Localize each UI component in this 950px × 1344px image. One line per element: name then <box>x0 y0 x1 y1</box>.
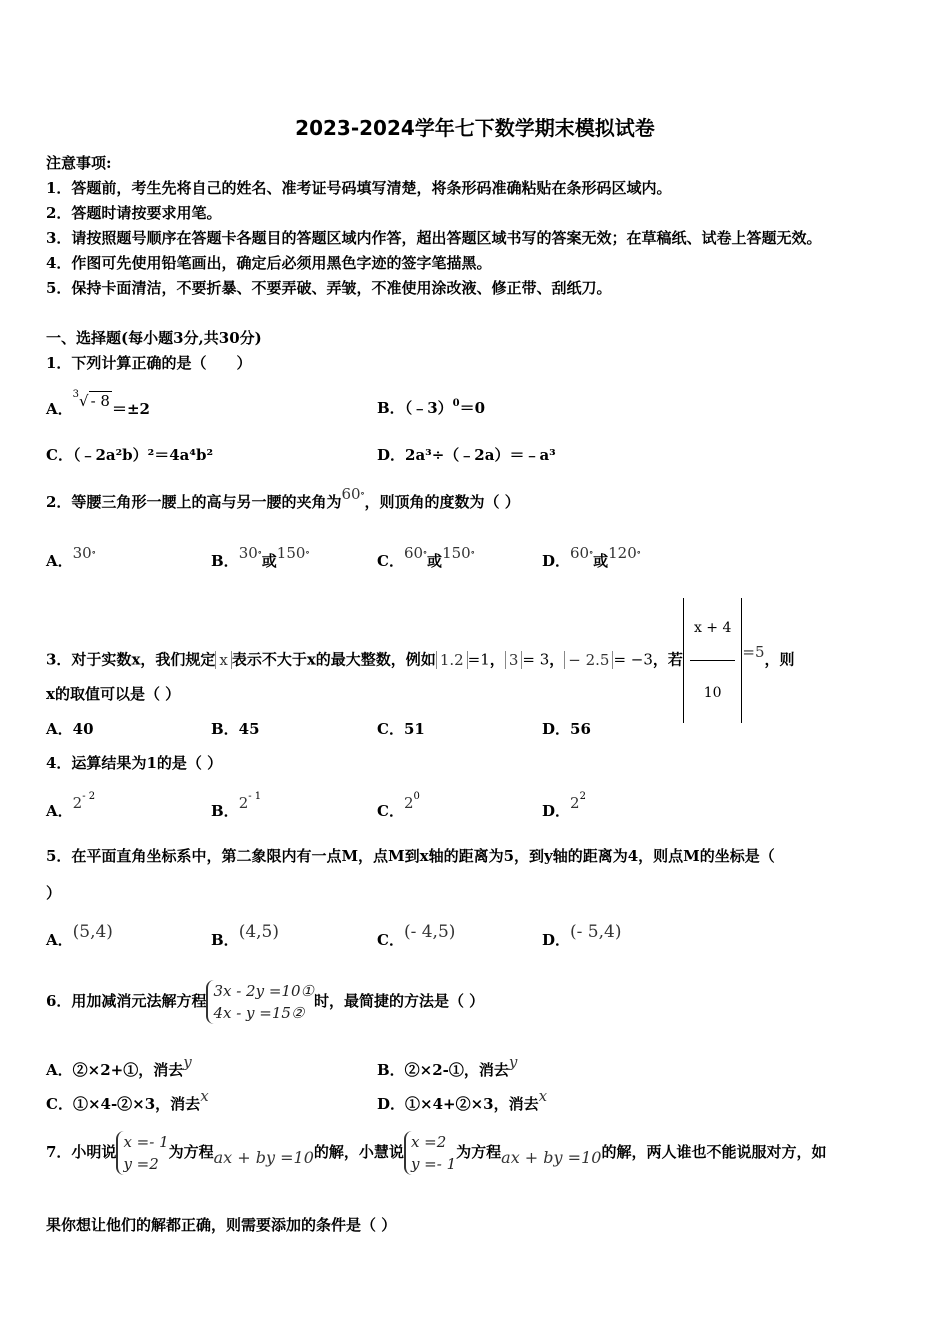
floor-fraction: $\frac{x + 4}{10}$ <box>683 598 742 723</box>
q3-stem: 3．对于实数x，我们规定 x 表示不大于x的最大整数，例如 1.2 =1， 3 = 3， − 2.5 = −3，若 $\frac{x + 4}{10}$ =5，则 <box>46 598 795 723</box>
notice-item-3: 3．请按照题号顺序在答题卡各题目的答题区域内作答，超出答题区域书写的答案无效；在草稿纸、试卷上答题无效。 <box>46 229 822 247</box>
q6-option-b: B．②×2-①，消去y <box>377 1053 518 1079</box>
q5-option-a: A．(5,4) <box>46 922 113 949</box>
q4-option-d: D．$2^2$ <box>542 791 586 820</box>
q4-option-a: A．$2^{- 2}$ <box>46 791 96 820</box>
notice-heading: 注意事项: <box>46 154 112 172</box>
q5-option-d: D．(- 5,4) <box>542 922 622 949</box>
q1-option-c: C．（﹣2a²b）²＝4a⁴b² <box>46 446 214 464</box>
q6-stem: 6．用加减消元法解方程 3x - 2y =10① 4x - y =15② 时，最简捷的方法是（ ） <box>46 982 485 1022</box>
q6-option-a: A．②×2+①，消去y <box>46 1053 192 1079</box>
radical-sign-icon: √ <box>79 392 89 410</box>
notice-item-5: 5．保持卡面清洁，不要折暴、不要弄破、弄皱，不准使用涂改液、修正带、刮纸刀。 <box>46 279 612 297</box>
q3-line2: x的取值可以是（ ） <box>46 685 181 703</box>
q5-option-c: C．(- 4,5) <box>377 922 456 949</box>
q5-line2: ） <box>46 884 62 902</box>
q1-option-b: B．（﹣3）$^0$＝0 <box>377 398 486 417</box>
q5-line1: 5．在平面直角坐标系中，第二象限内有一点M，点M到x轴的距离为5，到y轴的距离为4，则点M的坐标是（ <box>46 847 775 865</box>
q3-option-a: A．40 <box>46 720 94 738</box>
q2-option-d: D．60°或120° <box>542 544 641 570</box>
section-heading: 一、选择题(每小题3分,共30分) <box>46 329 262 347</box>
q1-option-d: D．2a³÷（﹣2a）＝﹣a³ <box>377 446 556 464</box>
page-title: 2023-2024学年七下数学期末模拟试卷 <box>295 116 655 140</box>
notice-item-2: 2．答题时请按要求用笔。 <box>46 204 222 222</box>
q5-option-b: B．(4,5) <box>211 922 279 949</box>
q2-option-c: C．60°或150° <box>377 544 475 570</box>
q1-stem: 1．下列计算正确的是（ ） <box>46 354 252 372</box>
equation-system: 3x - 2y =10① 4x - y =15② <box>206 980 314 1024</box>
q4-option-c: C．$2^0$ <box>377 791 420 820</box>
q3-option-d: D．56 <box>542 720 591 738</box>
solution-system-1: x =- 1 y =2 <box>116 1131 168 1175</box>
notice-item-1: 1．答题前，考生先将自己的姓名、准考证号码填写清楚，将条形码准确粘贴在条形码区域内。 <box>46 179 672 197</box>
solution-system-2: x =2 y =- 1 <box>404 1131 456 1175</box>
q7-line2: 果你想让他们的解都正确，则需要添加的条件是（ ） <box>46 1216 397 1234</box>
q2-option-b: B．30°或150° <box>211 544 310 570</box>
q2-stem: 2．等腰三角形一腰上的高与另一腰的夹角为60°，则顶角的度数为（ ） <box>46 485 520 511</box>
q6-option-c: C．①×4-②×3，消去x <box>46 1087 209 1113</box>
notice-item-4: 4．作图可先使用铅笔画出，确定后必须用黑色字迹的签字笔描黑。 <box>46 254 492 272</box>
q6-option-d: D．①×4+②×3，消去x <box>377 1087 548 1113</box>
q3-option-b: B．45 <box>211 720 260 738</box>
q3-option-c: C．51 <box>377 720 425 738</box>
q7-stem: 7．小明说 x =- 1 y =2 为方程ax + by =10的解，小慧说 x =2 y =- 1 为方程ax + by =10的解，两人谁也不能说服对方，如 <box>46 1133 827 1173</box>
q4-option-b: B．$2^{- 1}$ <box>211 791 262 820</box>
q2-option-a: A．30° <box>46 544 96 570</box>
q1-option-a: A．$^3$√ - 8 ＝±2 <box>46 389 150 418</box>
q4-stem: 4．运算结果为1的是（ ） <box>46 754 223 772</box>
